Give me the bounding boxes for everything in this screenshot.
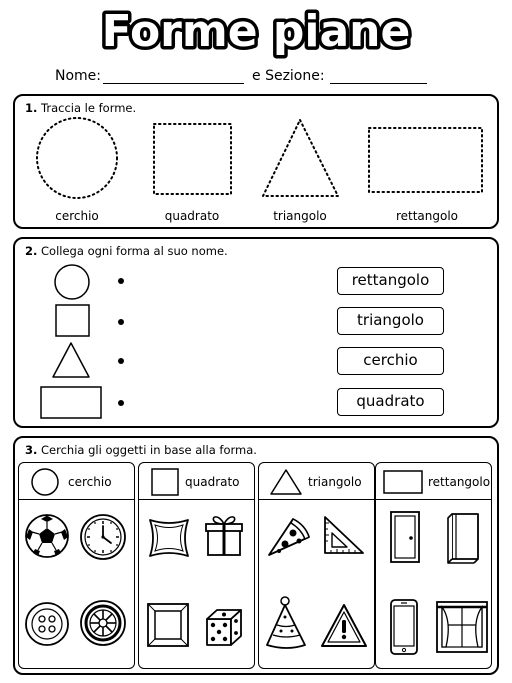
section2-number: 2. [25,244,38,258]
column-label-triangolo: triangolo [308,475,362,489]
match-circle [55,265,89,299]
column-header-quadrato [139,463,254,500]
match-triangle [53,343,89,377]
section-circle-objects [13,436,499,675]
dice-icon[interactable] [201,605,247,651]
word-cerchio[interactable]: cerchio [337,347,444,375]
dotted-circle[interactable] [37,118,117,198]
column-label-quadrato: quadrato [185,475,240,489]
label-triangolo: triangolo [273,209,327,223]
rectangle-icon [382,467,424,497]
warning-sign-icon[interactable] [319,601,369,651]
party-hat-icon[interactable] [263,595,313,653]
window-icon[interactable] [434,599,490,655]
section1-number: 1. [25,101,38,115]
label-quadrato: quadrato [164,209,220,223]
picture-frame-icon[interactable] [145,601,191,649]
column-rettangolo [375,462,492,669]
book-icon[interactable] [444,509,484,565]
match-dot-4[interactable] [118,400,124,406]
match-dot-3[interactable] [118,358,124,364]
page-title [0,0,512,62]
clock-icon[interactable] [79,513,127,561]
name-field[interactable] [103,83,244,84]
section-trace-shapes [13,94,499,229]
column-header-cerchio [19,463,134,500]
pillow-icon[interactable] [145,515,193,561]
dotted-triangle[interactable] [263,120,338,196]
word-rettangolo[interactable]: rettangolo [337,267,444,295]
triangle-icon [269,467,303,497]
section-field[interactable] [330,83,427,84]
column-triangolo [258,462,375,669]
page-title-text: Forme piane [101,6,411,57]
dotted-rectangle[interactable] [369,128,482,192]
column-cerchio [18,462,135,669]
column-label-rettangolo: rettangolo [428,475,491,489]
match-rectangle [41,387,101,418]
section3-number: 3. [25,443,38,457]
section-label: e Sezione: [252,68,325,84]
match-square [56,305,89,336]
door-icon[interactable] [388,509,422,565]
soccer-ball-icon[interactable] [24,513,70,559]
button-icon[interactable] [24,601,70,647]
word-triangolo[interactable]: triangolo [337,307,444,335]
gift-box-icon[interactable] [202,511,246,559]
match-dot-2[interactable] [118,319,124,325]
name-label: Nome: [55,68,102,84]
column-label-cerchio: cerchio [68,475,112,489]
wheel-icon[interactable] [79,599,127,647]
match-dot-1[interactable] [118,278,124,284]
column-header-triangolo [259,463,374,500]
dotted-square[interactable] [154,124,231,194]
name-line [0,66,512,88]
section-match-shapes [13,237,499,428]
label-rettangolo: rettangolo [395,209,459,223]
column-quadrato [138,462,255,669]
pizza-slice-icon[interactable] [263,513,313,561]
square-icon [150,467,180,497]
word-quadrato[interactable]: quadrato [337,388,444,416]
phone-icon[interactable] [388,597,420,657]
section3-title [25,443,257,457]
set-square-icon[interactable] [319,513,367,559]
label-cerchio: cerchio [55,209,99,223]
section1-instruction: Traccia le forme. [41,101,137,115]
section3-instruction: Cerchia gli oggetti in base alla forma. [41,443,257,457]
circle-icon [30,467,60,497]
column-header-rettangolo [376,463,491,500]
section2-instruction: Collega ogni forma al suo nome. [41,244,228,258]
